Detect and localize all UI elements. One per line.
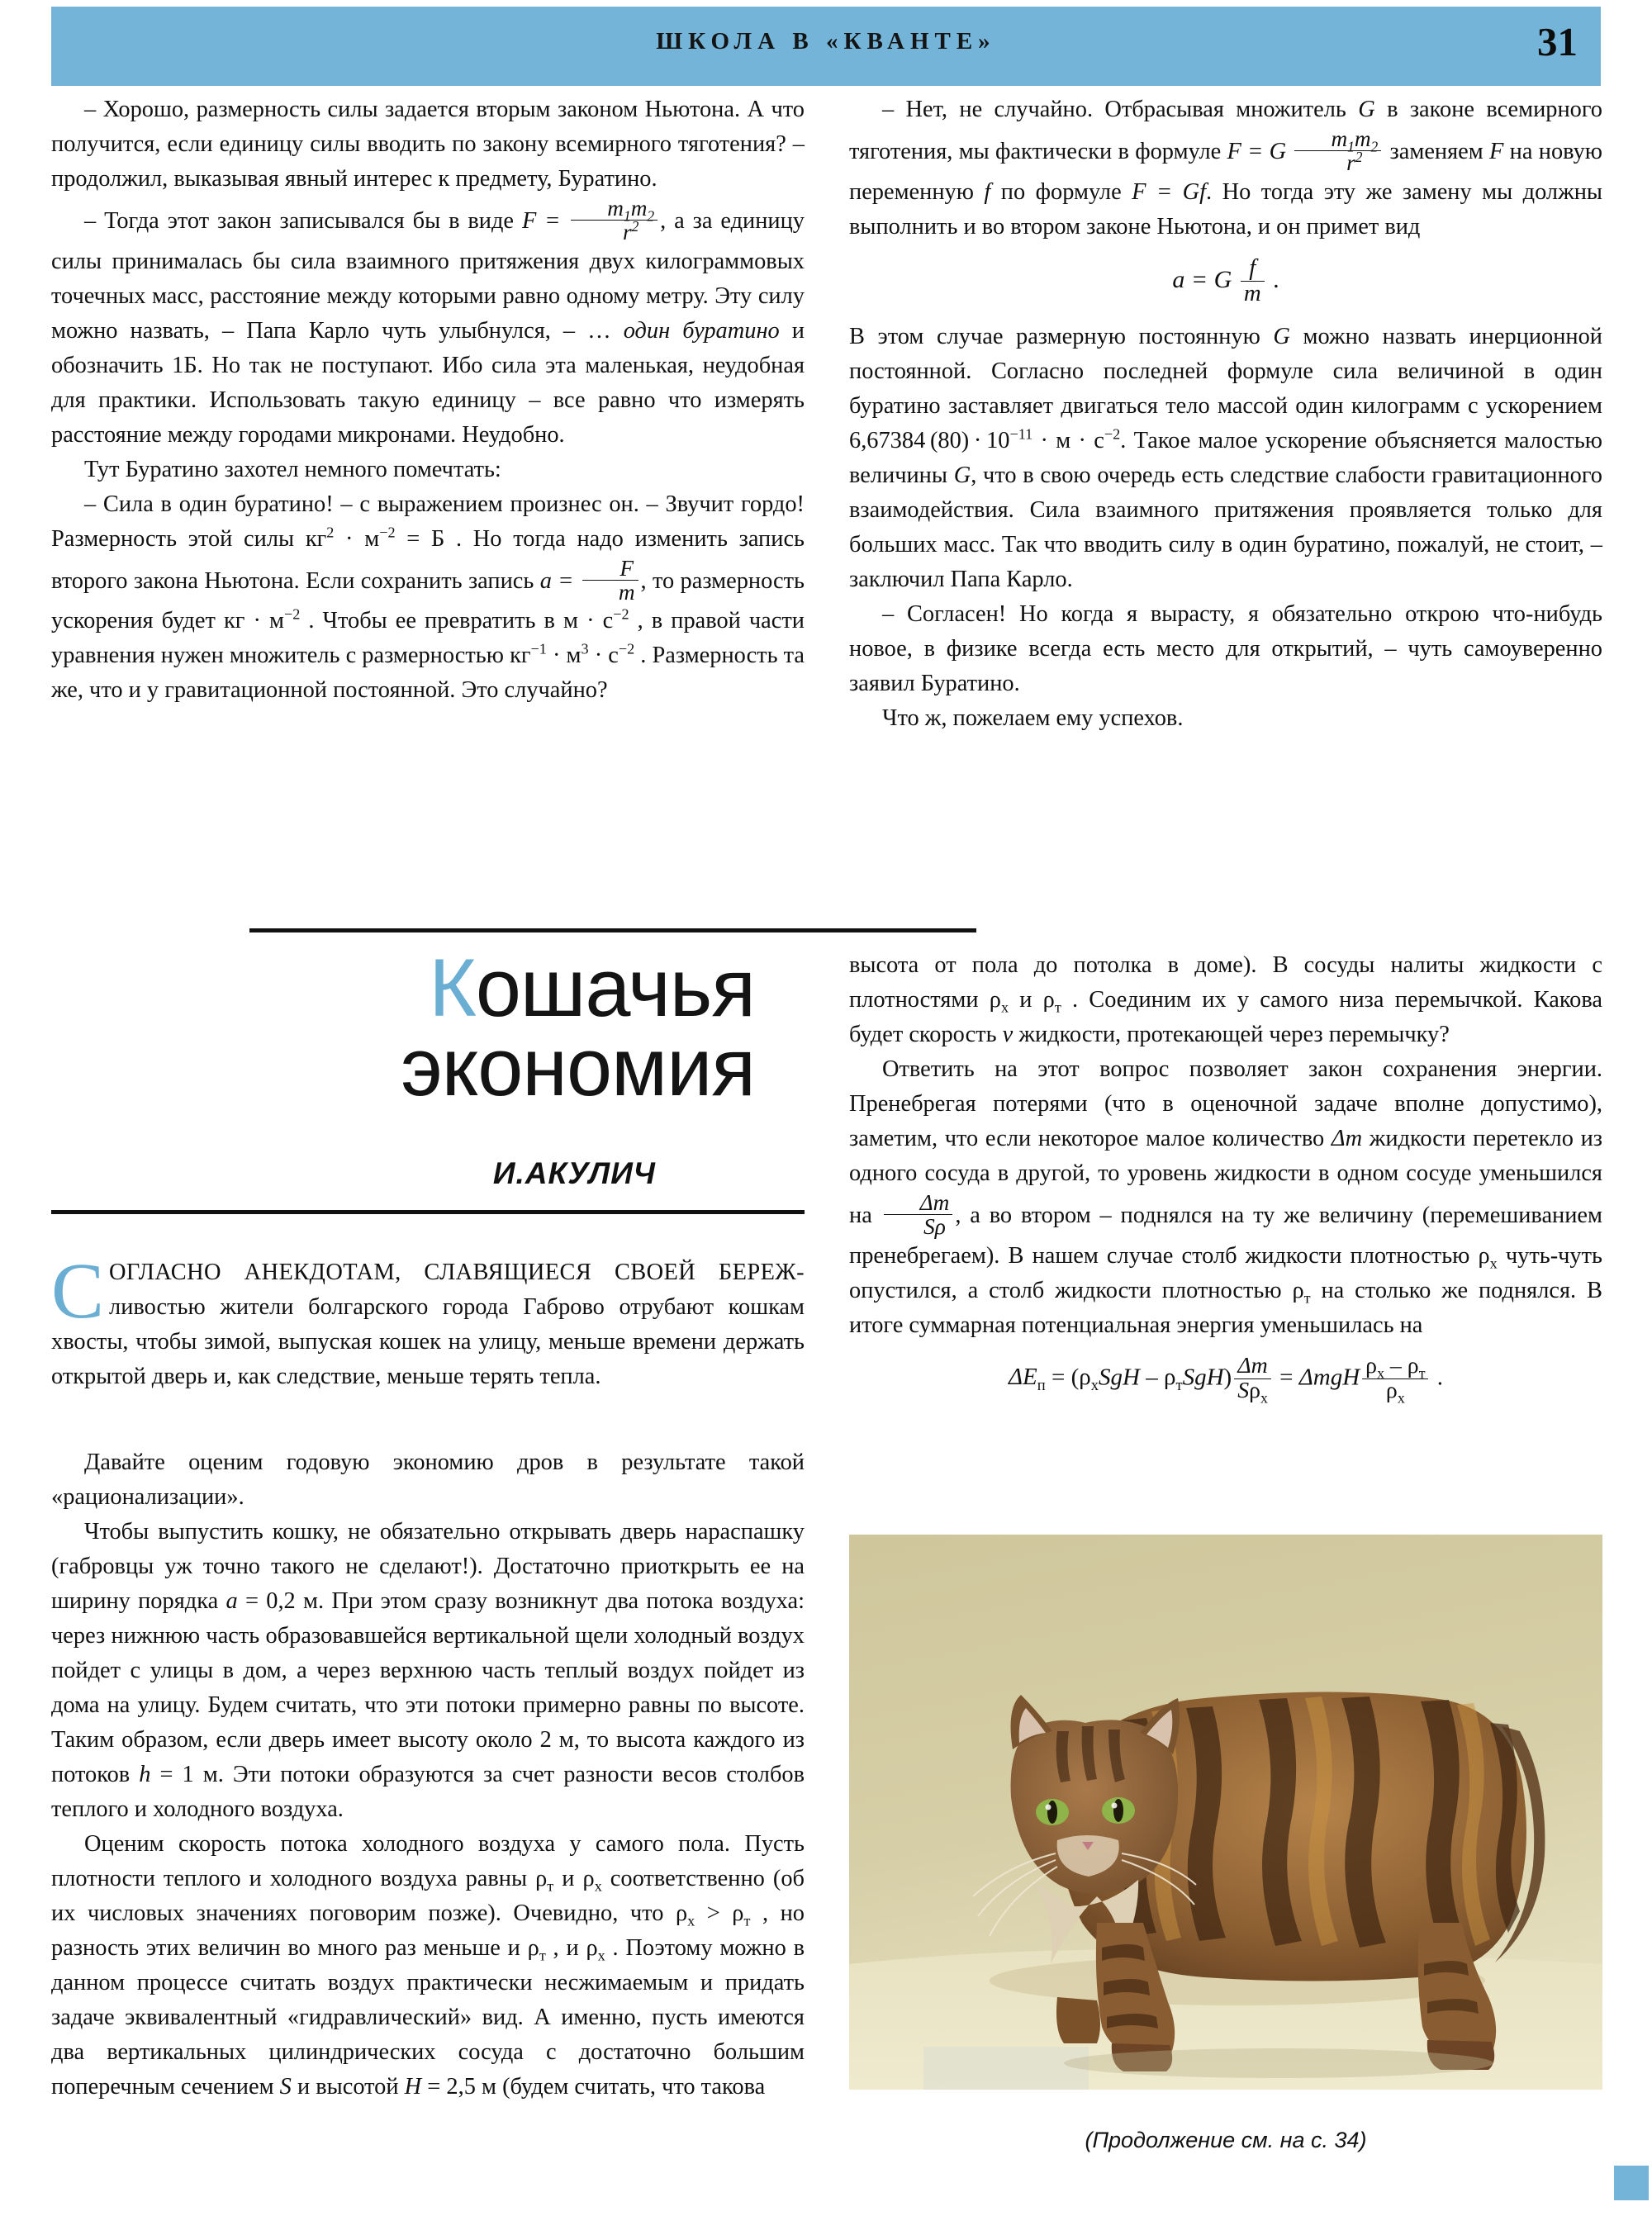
article-right-column [849,948,1602,1416]
photo-caption: (Продолжение см. на с. 34) [1085,2128,1367,2152]
dimension-force: $кг^2 \cdot м^{-2} = Б$ [305,524,445,552]
dimension-si-acceleration: $м \cdot с^{-2}$ [563,605,629,634]
symbol-height-H: H [404,2074,422,2100]
symbol-cross-section: S [279,2074,292,2100]
symbol-velocity: v [1002,1022,1014,1047]
inline-formula-F-mm-r2: F = $\frac{m_1m_2}{r^2}$ [522,208,660,234]
cat-photograph [849,1535,1602,2090]
title-rule-top [249,928,976,932]
section-title: ШКОЛА В «КВАНТЕ» [656,27,996,55]
inline-formula-a-F-m: a = $\frac{F}{m}$ [540,568,641,594]
paragraph: Тут Буратино захотел немного помечтать: [84,456,501,482]
article-author: И.АКУЛИЧ [492,1156,656,1190]
display-formula-energy: $\Delta E_п = (\rho_хSgH - \rho_тSgH)$ $\frac{\Delta m}{S\rho_х}$ = ΔmgH $\frac{\rho_х - \rho_т}{\rho_х}$ . [1009,1352,1443,1407]
paragraph: высота от пола до потолка в доме). В сосуды налиты жидкости с плотностями $\rho_х$ и $\rho_т$ . Соединим их у самого низа перемычкой. Какова будет скорость v жидкости, протекающей через перемычку? [849,952,1603,1047]
page-header-band [51,7,1601,86]
drop-cap: С [51,1246,105,1335]
gravitational-constant-value: 6,67384 $(80) \cdot 10^{-11} \cdot м \cdot с^{-2}$ [849,425,1121,453]
display-formula-a-G-f-m: a = G $\frac{f}{m}$ . [1172,254,1279,306]
paragraph: – Хорошо, размерность силы задается вторым законом Ньютона. А что получится, если единицу силы вводить по закону всемирного тяготения? – продолжил, выказывая явный интерес к предмету, Буратино. [51,97,805,192]
article-left-column [51,1445,805,2104]
article-title [51,942,805,1113]
symbol-rho-warm: $\rho_т$ [535,1866,554,1895]
page-number: 31 [1537,19,1578,64]
article-lead-paragraph [51,1246,805,1394]
value-door-gap: a [225,1588,238,1614]
paragraph: Оценим скорость потока холодного воздуха у самого пола. Пусть плотности теплого и холодного воздуха равны $\rho_т$ и $\rho_х$ соответственно (об их числовых значениях поговорим позже). Очевидно, что $\rho_х > \rho_т$ , но разность этих величин во много раз меньше и $\rho_т$ , и $\rho_х$ . Поэтому можно в данном процессе считать воздух практически несжимаемым и придать задаче эквивалентный «гидравлический» вид. А именно, пусть имеются два вертикальных цилиндрических сосуда с достаточно большим поперечным сечением S и высотой H = 2,5 м (будем считать, что такова [51,1831,805,2100]
paragraph: Давайте оценим годовую экономию дров в результате такой «рационализации». [51,1450,805,1510]
paragraph: – Тогда этот закон записывался бы в виде F = $\frac{m_1m_2}{r^2}$ , а за единицу силы принималась бы сила взаимного притяжения двух килограммовых точечных масс, расстояние между которыми равно одному метру. Эту силу можно назвать, – Папа Карло чуть улыбнулся, – … один буратино и обозначить 1Б. Но так не поступают. Ибо сила эта маленькая, неудобная для практики. Использовать такую единицу – все равно что измерять расстояние между городами микронами. Неудобно. [51,196,805,448]
right-column-top [849,93,1602,736]
corner-mark [1614,2166,1649,2200]
unit-symbol: 1Б [172,352,197,378]
article-title-line-2: экономия [401,1021,755,1113]
paragraph: Ответить на этот вопрос позволяет закон сохранения энергии. Пренебрегая потерями (что в оценочной задаче вполне допустимо), заметим, что если некоторое малое количество Δm жидкости перетекло из одного сосуда в другой, то уровень жидкости в одном сосуде уменьшился на $\frac{\Delta m}{S\rho}$ , а во втором – поднялся на ту же величину (перемешиванием пренебрегаем). В нашем случае столб жидкости плотностью $\rho_х$ чуть-чуть опустился, а столб жидкости плотностью $\rho_т$ на столько же поднялся. В итоге суммарная потенциальная энергия уменьшилась на [849,1056,1602,1338]
title-rule-bottom [51,1210,805,1214]
dimension-acceleration: кг · $м^{-2}$ [223,605,301,634]
symbol-rho-cold: $\rho_х$ [582,1866,602,1895]
article-title-line1-rest: ошачья [475,942,755,1033]
inline-formula-dm-S-rho: $\frac{\Delta m}{S\rho}$ [881,1203,956,1228]
inline-formula-F-G-mm-r2: F = G $\frac{m_1m_2}{r^2}$ [1227,139,1384,164]
paragraph: – Нет, не случайно. Отбрасывая множитель G в законе всемирного тяготения, мы фактически в формуле F = G $\frac{m_1m_2}{r^2}$ заменяем F на новую переменную f по формуле F = Gf. Но тогда эту же замену мы должны выполнить и во втором законе Ньютона, и он примет вид [849,97,1602,240]
paragraph: – Согласен! Но когда я вырасту, я обязательно открою что-нибудь новое, в физике всегда есть место для открытий, – чуть самоуверенно заявил Буратино. [849,600,1602,696]
italic-unit-phrase: один буратино [623,317,780,344]
lead-smallcaps: ОГЛАСНО АНЕКДОТАМ, СЛАВЯЩИЕСЯ СВОЕЙ БЕРЕЖ- [109,1260,805,1285]
symbol-delta-m: Δm [1331,1126,1363,1151]
paragraph: Что ж, пожелаем ему успехов. [882,705,1184,731]
article-title-line-1 [51,942,755,1033]
value-flow-height: h [139,1762,151,1787]
lead-rest: ливостью жители болгарского города Габрово отрубают кошкам хвосты, чтобы зимой, выпуская кошек на улицу, меньше времени держать открытой дверь и, как следствие, меньше терять тепла. [51,1294,805,1389]
article-title-initial: К [429,942,476,1033]
left-column-top [51,93,805,708]
dimension-multiplier: $кг^{-1} \cdot м^3 \cdot с^{-2}$ [510,640,635,669]
paragraph: Чтобы выпустить кошку, не обязательно открывать дверь нараспашку (габровцы уж точно такого не сделают!). Достаточно приоткрыть ее на ширину порядка a = 0,2 м. При этом сразу возникнут два потока воздуха: через нижнюю часть образовавшейся вертикальной щели холодный воздух пойдет с улицы в дом, а через верхнюю часть теплый воздух пойдет из дома на улицу. Будем считать, что эти потоки примерно равны по высоте. Таким образом, если дверь имеет высоту около 2 м, то высота каждого из потоков h = 1 м. Эти потоки образуются за счет разности весов столбов теплого и холодного воздуха. [51,1519,805,1822]
paragraph: В этом случае размерную постоянную G можно назвать инерционной постоянной. Согласно последней формуле сила величиной в один буратино заставляет двигаться тело массой один килограмм с ускорением 6,67384 $(80) \cdot 10^{-11} \cdot м \cdot с^{-2}$. Такое малое ускорение объясняется малостью величины G, что в свою очередь есть следствие слабости гравитационного взаимодействия. Сила взаимного притяжения проявляется только для больших масс. Так что вводить силу в один буратино, пожалуй, не стоит, – заключил Папа Карло. [849,323,1602,592]
paragraph: – Сила в один буратино! – с выражением произнес он. – Звучит гордо! Размерность этой силы $кг^2 \cdot м^{-2} = Б$ . Но тогда надо изменить запись второго закона Ньютона. Если сохранить запись a = $\frac{F}{m}$ , то размерность ускорения будет кг · $м^{-2}$ . Чтобы ее превратить в $м \cdot с^{-2}$ , в правой части уравнения нужен множитель с размерностью $кг^{-1} \cdot м^3 \cdot с^{-2}$ . Размерность та же, что и у гравитационной постоянной. Это случайно? [51,491,805,704]
